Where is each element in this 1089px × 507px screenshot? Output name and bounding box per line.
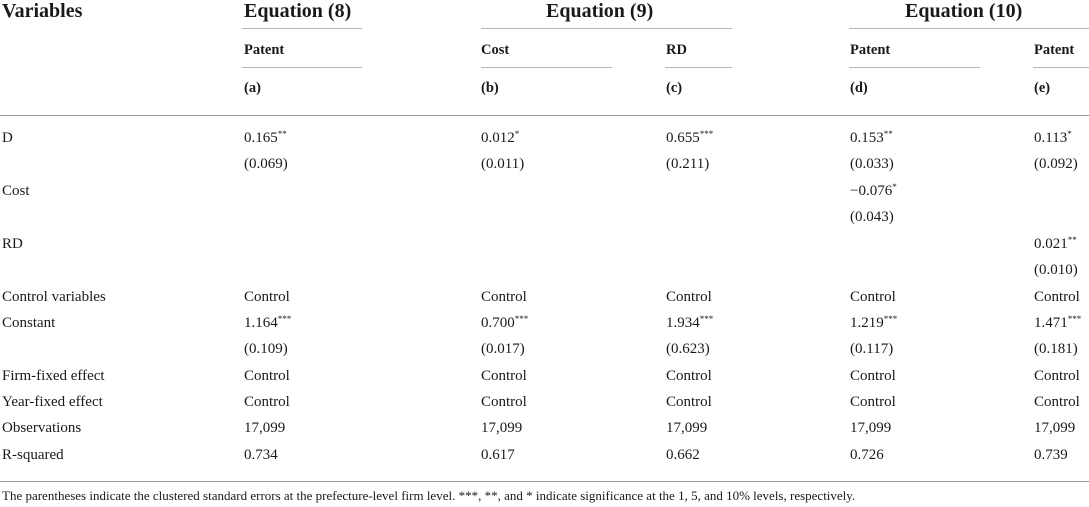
cell-value: 1.219 <box>850 315 884 331</box>
cell-value: (0.181) <box>1034 341 1078 357</box>
significance-stars: * <box>514 129 520 139</box>
equation-9-header: Equation (9) <box>546 0 654 22</box>
subheader-e: Patent <box>1034 42 1075 58</box>
table-cell <box>244 420 285 437</box>
table-cell <box>1034 368 1080 385</box>
subheader-d: Patent <box>850 42 891 58</box>
cell-value: Control <box>1034 368 1080 384</box>
table-cell <box>666 289 712 306</box>
subheader-a: Patent <box>244 42 285 58</box>
table-cell <box>850 420 891 437</box>
table-cell <box>666 420 707 437</box>
cell-value: 0.165 <box>244 130 278 146</box>
row-label: D <box>2 130 13 146</box>
equation-9-underline <box>481 28 732 29</box>
subheader-a-underline <box>242 67 362 68</box>
table-cell <box>850 289 896 306</box>
table-cell <box>481 420 522 437</box>
table-cell <box>850 368 896 385</box>
table-cell <box>481 447 515 464</box>
cell-value: Control <box>481 394 527 410</box>
subheader-d-underline <box>849 67 980 68</box>
table-cell <box>244 130 287 147</box>
cell-value: −0.076 <box>850 183 893 199</box>
table-cell <box>1034 447 1068 464</box>
variables-header: Variables <box>2 0 83 22</box>
column-letter-d: (d) <box>850 80 868 96</box>
table-cell <box>244 368 290 385</box>
cell-value: (0.010) <box>1034 262 1078 278</box>
table-cell <box>850 341 893 358</box>
equation-8-underline <box>242 28 362 29</box>
row-label: Cost <box>2 183 30 199</box>
cell-value: (0.211) <box>666 156 710 172</box>
cell-value: (0.033) <box>850 156 894 172</box>
row-label: Firm-fixed effect <box>2 368 105 384</box>
significance-stars: ** <box>1067 235 1077 245</box>
row-label: Observations <box>2 420 82 436</box>
cell-value: (0.623) <box>666 341 710 357</box>
table-cell <box>1034 236 1077 253</box>
table-cell <box>244 394 290 411</box>
table-cell <box>1034 289 1080 306</box>
cell-value: Control <box>1034 394 1080 410</box>
cell-value: 0.726 <box>850 447 884 463</box>
cell-value: Control <box>850 368 896 384</box>
table-cell <box>481 130 519 147</box>
table-cell <box>850 130 893 147</box>
table-cell <box>850 156 894 173</box>
significance-stars: * <box>1067 129 1072 139</box>
cell-value: (0.069) <box>244 156 288 172</box>
table-cell <box>481 156 524 173</box>
cell-value: 17,099 <box>666 420 708 436</box>
cell-value: Control <box>244 394 290 410</box>
subheader-c-underline <box>665 67 732 68</box>
cell-value: Control <box>1034 289 1080 305</box>
table-cell <box>850 209 894 226</box>
table-cell <box>850 183 897 200</box>
column-letter-b: (b) <box>481 80 499 96</box>
table-cell <box>666 130 713 147</box>
cell-value: 0.662 <box>666 447 700 463</box>
cell-value: 0.734 <box>244 447 278 463</box>
cell-value: 0.739 <box>1034 447 1068 463</box>
row-label: Year-fixed effect <box>2 394 103 410</box>
table-bottom-rule <box>0 481 1089 482</box>
table-cell <box>244 447 278 464</box>
table-cell <box>1034 315 1081 332</box>
table-cell <box>666 394 712 411</box>
table-cell <box>1034 130 1072 147</box>
cell-value: 17,099 <box>850 420 892 436</box>
cell-value: (0.017) <box>481 341 525 357</box>
equation-10-underline <box>849 28 1089 29</box>
cell-value: 0.617 <box>481 447 515 463</box>
table-cell <box>666 447 700 464</box>
table-cell <box>481 341 525 358</box>
table-footnote: The parentheses indicate the clustered standard errors at the prefecture-level firm level. ***, **, and * indicate significance at the 1, 5, and 10% levels, respectively. <box>2 488 856 503</box>
row-label: R-squared <box>2 447 64 463</box>
significance-stars: *** <box>1067 314 1082 324</box>
equation-8-header: Equation (8) <box>244 0 352 22</box>
table-cell <box>666 156 709 173</box>
table-cell <box>850 315 897 332</box>
cell-value: (0.117) <box>850 341 894 357</box>
table-cell <box>1034 420 1075 437</box>
cell-value: 0.153 <box>850 130 884 146</box>
cell-value: 17,099 <box>1034 420 1076 436</box>
column-letter-c: (c) <box>666 80 683 96</box>
cell-value: Control <box>481 289 527 305</box>
significance-stars: *** <box>277 314 292 324</box>
table-cell <box>244 341 288 358</box>
cell-value: Control <box>481 368 527 384</box>
cell-value: Control <box>666 289 712 305</box>
table-cell <box>850 447 884 464</box>
cell-value: 1.164 <box>244 315 278 331</box>
cell-value: 17,099 <box>481 420 523 436</box>
significance-stars: *** <box>699 314 714 324</box>
cell-value: Control <box>666 394 712 410</box>
cell-value: 0.113 <box>1034 130 1068 146</box>
significance-stars: ** <box>883 129 893 139</box>
column-letter-a: (a) <box>244 80 261 96</box>
cell-value: 0.655 <box>666 130 700 146</box>
significance-stars: * <box>892 182 897 192</box>
cell-value: Control <box>850 289 896 305</box>
subheader-e-underline <box>1033 67 1089 68</box>
significance-stars: ** <box>277 129 287 139</box>
equation-10-header: Equation (10) <box>905 0 1023 22</box>
table-cell <box>481 289 527 306</box>
table-cell <box>666 341 710 358</box>
significance-stars: *** <box>699 129 714 139</box>
table-cell <box>1034 156 1078 173</box>
cell-value: (0.043) <box>850 209 894 225</box>
table-cell <box>244 315 291 332</box>
table-cell <box>1034 262 1078 279</box>
cell-value: Control <box>244 289 290 305</box>
table-cell <box>244 289 290 306</box>
row-label: Constant <box>2 315 56 331</box>
cell-value: Control <box>850 394 896 410</box>
cell-value: 0.700 <box>481 315 515 331</box>
table-cell <box>666 368 712 385</box>
cell-value: 1.934 <box>666 315 700 331</box>
subheader-b: Cost <box>481 42 510 58</box>
cell-value: 0.012 <box>481 130 515 146</box>
table-cell <box>481 394 527 411</box>
table-cell <box>1034 394 1080 411</box>
table-cell <box>850 394 896 411</box>
significance-stars: *** <box>514 314 529 324</box>
cell-value: 17,099 <box>244 420 286 436</box>
subheader-c: RD <box>666 42 687 58</box>
cell-value: 0.021 <box>1034 236 1068 252</box>
significance-stars: *** <box>883 314 898 324</box>
table-cell <box>481 315 528 332</box>
cell-value: (0.011) <box>481 156 525 172</box>
cell-value: (0.109) <box>244 341 288 357</box>
table-cell <box>244 156 288 173</box>
row-label: RD <box>2 236 23 252</box>
table-cell <box>481 368 527 385</box>
header-bottom-rule <box>0 115 1089 116</box>
table-cell <box>1034 341 1078 358</box>
cell-value: (0.092) <box>1034 156 1078 172</box>
column-letter-e: (e) <box>1034 80 1051 96</box>
table-cell <box>666 315 713 332</box>
cell-value: 1.471 <box>1034 315 1068 331</box>
cell-value: Control <box>244 368 290 384</box>
cell-value: Control <box>666 368 712 384</box>
subheader-b-underline <box>481 67 612 68</box>
row-label: Control variables <box>2 289 106 305</box>
